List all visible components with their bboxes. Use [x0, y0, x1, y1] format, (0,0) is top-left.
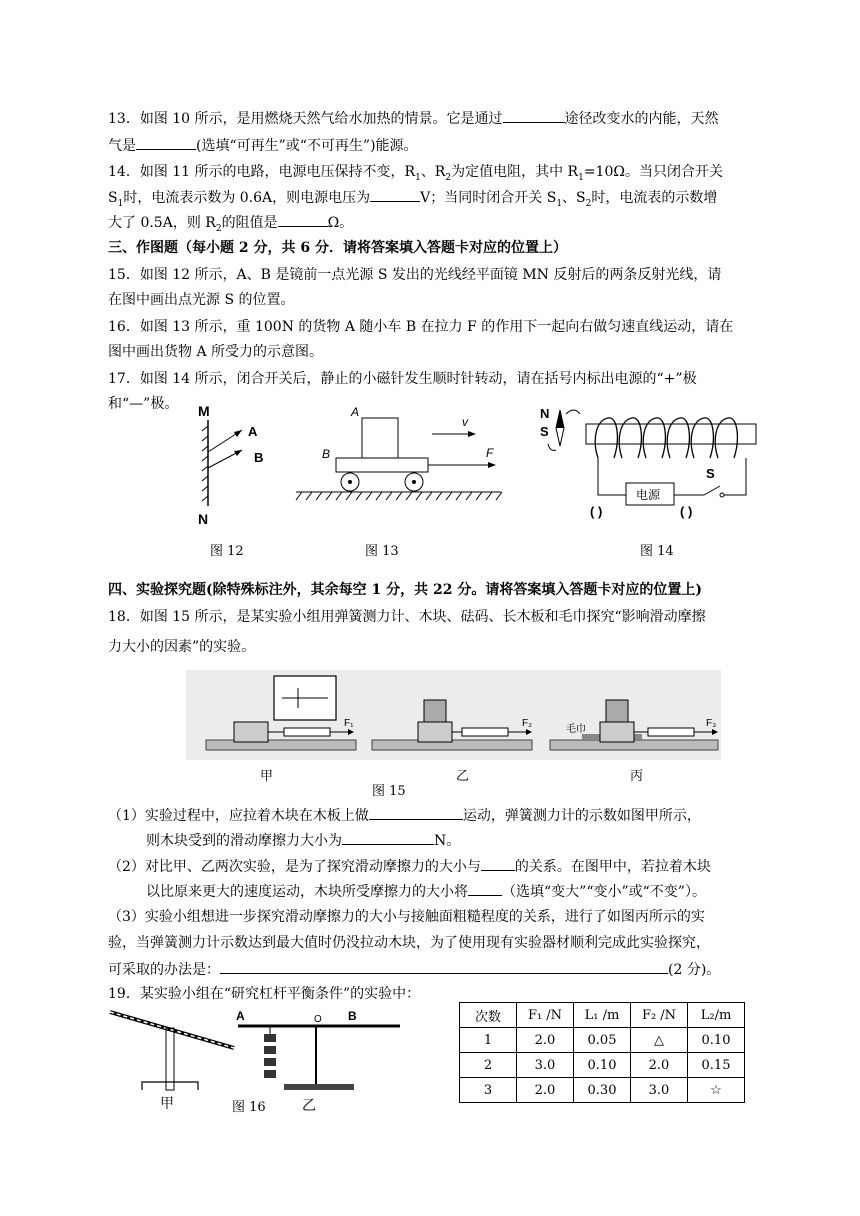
- table-header: L₂/m: [688, 1003, 745, 1028]
- table-cell: 0.15: [688, 1053, 745, 1078]
- table-cell: 0.05: [574, 1028, 631, 1053]
- ray-A-arrow: [234, 430, 242, 437]
- q14-text: 、S: [562, 190, 586, 206]
- table-header-row: [460, 1003, 745, 1028]
- label-A: A: [351, 405, 360, 419]
- sub: 1: [578, 172, 584, 183]
- q18-blank-3[interactable]: [481, 856, 515, 871]
- velocity-arrowhead: [468, 431, 476, 437]
- q18-part2-line1: [108, 856, 711, 877]
- q18-text: 以比原来更大的速度运动，木块所受摩擦力的大小将: [146, 884, 468, 900]
- table-cell: 2.0: [517, 1078, 574, 1103]
- label-towel: 毛巾: [566, 724, 586, 735]
- label-O: O: [314, 1014, 322, 1025]
- q15-line2: 在图中画出点光源 S 的位置。: [108, 292, 295, 308]
- hook-weight-2: [264, 1046, 276, 1054]
- q18-part3-line2: 验，当弹簧测力计示数达到最大值时仍没拉动木块，为了使用现有实验器材顺利完成此实验探究，: [108, 935, 710, 951]
- section-3-heading: 三、作图题（每小题 2 分，共 6 分．请将答案填入答题卡对应的位置上）: [108, 240, 567, 256]
- q14-text: 大了 0.5A，则 R: [108, 215, 216, 231]
- axle: [412, 480, 416, 484]
- figure-12-mirror: [190, 400, 270, 530]
- spring-scale-jia: [284, 728, 330, 736]
- q18-text: (2 分)。: [668, 962, 721, 978]
- label-M: M: [198, 403, 210, 419]
- q13-line2: [108, 135, 418, 156]
- q14-text: =10Ω。当只闭合开关: [583, 164, 723, 180]
- ray-B-arrow: [234, 450, 242, 456]
- paren-right[interactable]: ( ): [680, 504, 693, 519]
- cart-B: [336, 458, 428, 472]
- q14-text: 时，电流表示数为 0.6A，则电源电压为: [123, 190, 371, 206]
- figure-13-cart: [296, 402, 506, 512]
- q14-text: 为定值电阻，其中 R: [451, 164, 579, 180]
- weight-yi: [424, 700, 446, 722]
- fig16-caption: 图 16: [232, 1100, 266, 1115]
- q13-line1: [108, 108, 719, 129]
- label-B: B: [322, 447, 331, 461]
- board-jia: [206, 740, 356, 750]
- table-row: [460, 1028, 745, 1053]
- q17-line2: 和“—”极。: [108, 396, 179, 412]
- table-cell: 0.10: [688, 1028, 745, 1053]
- q16-line1: 16．如图 13 所示，重 100N 的货物 A 随小车 B 在拉力 F 的作用下一起向右做匀速直线运动，请在: [108, 319, 734, 335]
- lever-stand-base: [142, 1082, 198, 1090]
- q13-text-d: (选填“可再生”或“不可再生”)能源。: [196, 138, 418, 154]
- switch-blade[interactable]: [704, 486, 720, 495]
- lever-data-table: [459, 1002, 745, 1103]
- q14-text: S: [108, 190, 118, 206]
- table-cell: 3.0: [631, 1078, 688, 1103]
- sub: 2: [445, 172, 452, 183]
- table-cell: 3.0: [517, 1053, 574, 1078]
- compass-needle-north: [556, 410, 564, 428]
- block-bing: [600, 722, 634, 742]
- ground-hatch: [296, 492, 502, 500]
- q18-text: 可采取的办法是：: [108, 962, 220, 978]
- fig13-caption: 图 13: [365, 544, 399, 559]
- q14-text: 时，电流表的示数增: [591, 190, 718, 206]
- sub: 1: [556, 198, 563, 209]
- q18-part3-line1: （3）实验小组想进一步探究滑动摩擦力的大小与接触面粗糙程度的关系，进行了如图丙所示的实: [108, 909, 705, 925]
- q14-text: 、R: [420, 164, 446, 180]
- label-N: N: [198, 511, 209, 527]
- table-cell: 1: [460, 1028, 517, 1053]
- mirror-hatch: [202, 426, 208, 501]
- switch-contact: [720, 493, 724, 497]
- label-F3: F₃: [706, 718, 717, 729]
- force-F-arrowhead: [488, 462, 496, 468]
- label-A: A: [248, 424, 258, 439]
- label-F2: F₂: [522, 718, 532, 729]
- q14-text: V；当同时闭合开关 S: [420, 190, 557, 206]
- lever-stand-post: [166, 1028, 174, 1090]
- q14-text: Ω。: [327, 215, 354, 231]
- table-header: F₂ /N: [631, 1003, 688, 1028]
- table-cell: 0.30: [574, 1078, 631, 1103]
- table-row: [460, 1053, 745, 1078]
- label-yi: 乙: [302, 1097, 316, 1113]
- q13-blank-2[interactable]: [136, 135, 196, 150]
- needle-N: N: [540, 406, 550, 421]
- table-row: [460, 1078, 745, 1103]
- q18-line2: 力大小的因素”的实验。: [108, 639, 256, 655]
- table-cell: 0.10: [574, 1053, 631, 1078]
- needle-S: S: [540, 424, 549, 439]
- table-cell: △: [631, 1028, 688, 1053]
- q18-blank-5[interactable]: [220, 959, 668, 974]
- hook-weight-1: [264, 1034, 276, 1042]
- q18-text: （2）对比甲、乙两次实验，是为了探究滑动摩擦力的大小与: [108, 859, 481, 875]
- table-header: F₁ /N: [517, 1003, 574, 1028]
- table-header: L₁ /m: [574, 1003, 631, 1028]
- q13-text-a: 13．如图 10 所示，是用燃烧天然气给水加热的情景。它是通过: [108, 111, 503, 127]
- label-yi: 乙: [456, 768, 470, 783]
- q14-blank-1[interactable]: [370, 187, 420, 202]
- hook-weight-4: [264, 1070, 276, 1078]
- label-A: A: [236, 1009, 245, 1023]
- sub: 1: [415, 172, 421, 183]
- q13-text-c: 气是: [108, 138, 136, 154]
- q18-part3-line3: [108, 959, 720, 980]
- label-v: v: [462, 415, 468, 429]
- weight-bing: [606, 700, 628, 722]
- axle: [348, 480, 352, 484]
- q14-text: 14．如图 11 所示的电路，电源电压保持不变，R: [108, 164, 416, 180]
- q15-line1: 15．如图 12 所示，A、B 是镜前一点光源 S 发出的光线经平面镜 MN 反射后的两条反射光线，请: [108, 267, 722, 283]
- q18-blank-1[interactable]: [369, 805, 463, 820]
- q18-blank-2[interactable]: [342, 830, 434, 845]
- q18-part1-line2: [146, 830, 460, 851]
- paren-left[interactable]: ( ): [590, 504, 603, 519]
- q18-text: 则木块受到的滑动摩擦力大小为: [146, 833, 342, 849]
- q18-line1: 18．如图 15 所示，是某实验小组用弹簧测力计、木块、砝码、长木板和毛巾探究“影响滑动摩擦: [108, 609, 706, 625]
- label-F: F: [486, 446, 494, 460]
- q18-part2-line2: [146, 881, 706, 902]
- label-B: B: [348, 1009, 357, 1023]
- section-4-heading: 四、实验探究题(除特殊标注外，其余每空 1 分，共 22 分。请将答案填入答题卡对应的位置上): [108, 582, 702, 598]
- spring-scale-yi: [462, 728, 508, 736]
- q17-line1: 17．如图 14 所示，闭合开关后，静止的小磁针发生顺时针转动，请在括号内标出电源的“+”极: [108, 371, 697, 387]
- label-jia: 甲: [260, 768, 274, 783]
- table-cell: 2: [460, 1053, 517, 1078]
- q14-line2: [108, 187, 717, 214]
- q18-text: （1）实验过程中，应拉着木块在木板上做: [108, 808, 369, 824]
- fig14-caption: 图 14: [640, 544, 674, 559]
- q14-text: 的阻值是: [221, 215, 278, 231]
- sub: 1: [117, 198, 124, 209]
- block-jia: [234, 722, 268, 742]
- label-jia: 甲: [160, 1095, 174, 1111]
- q14-blank-2[interactable]: [278, 212, 328, 227]
- sub: 2: [585, 198, 592, 209]
- sub: 2: [215, 223, 222, 234]
- lever-stand-base: [284, 1084, 354, 1090]
- hook-weight-3: [264, 1058, 276, 1066]
- table-cell: 2.0: [517, 1028, 574, 1053]
- block-yi: [418, 722, 452, 742]
- cargo-A: [362, 418, 398, 458]
- wire-left: [598, 458, 626, 495]
- fig15-caption: 图 15: [372, 784, 406, 799]
- solenoid-core: [586, 424, 756, 444]
- label-bing: 丙: [630, 768, 644, 783]
- q14-line1: [108, 162, 723, 188]
- switch-S: S: [706, 466, 715, 481]
- table-cell: 3: [460, 1078, 517, 1103]
- q18-text: N。: [434, 833, 461, 849]
- wire-right: [724, 458, 746, 495]
- rotation-arrow: [566, 410, 580, 414]
- power-source-label: 电源: [636, 488, 661, 502]
- table-cell: ☆: [688, 1078, 745, 1103]
- figure-14-solenoid: [536, 400, 766, 525]
- figure-15-friction: [186, 670, 726, 790]
- q16-line2: 图中画出货物 A 所受力的示意图。: [108, 344, 324, 360]
- fig12-caption: 图 12: [210, 544, 244, 559]
- label-F1: F₁: [344, 718, 354, 729]
- q19-line1: 19．某实验小组在“研究杠杆平衡条件”的实验中：: [108, 986, 421, 1002]
- q18-text: 运动，弹簧测力计的示数如图甲所示，: [462, 808, 701, 824]
- table-header: 次数: [460, 1003, 517, 1028]
- spring-scale-bing: [648, 728, 694, 736]
- label-B: B: [254, 450, 264, 465]
- q18-text: 的关系。在图甲中，若拉着木块: [514, 859, 711, 875]
- q18-part1-line1: [108, 805, 701, 826]
- q13-text-b: 途径改变水的内能，天然: [564, 111, 719, 127]
- table-cell: 2.0: [631, 1053, 688, 1078]
- rotation-arrow: [548, 444, 556, 450]
- q13-blank-1[interactable]: [503, 108, 565, 123]
- q18-blank-4[interactable]: [468, 881, 502, 896]
- q14-line3: [108, 212, 353, 239]
- q18-text: （选填“变大”“变小”或“不变”）。: [502, 884, 706, 900]
